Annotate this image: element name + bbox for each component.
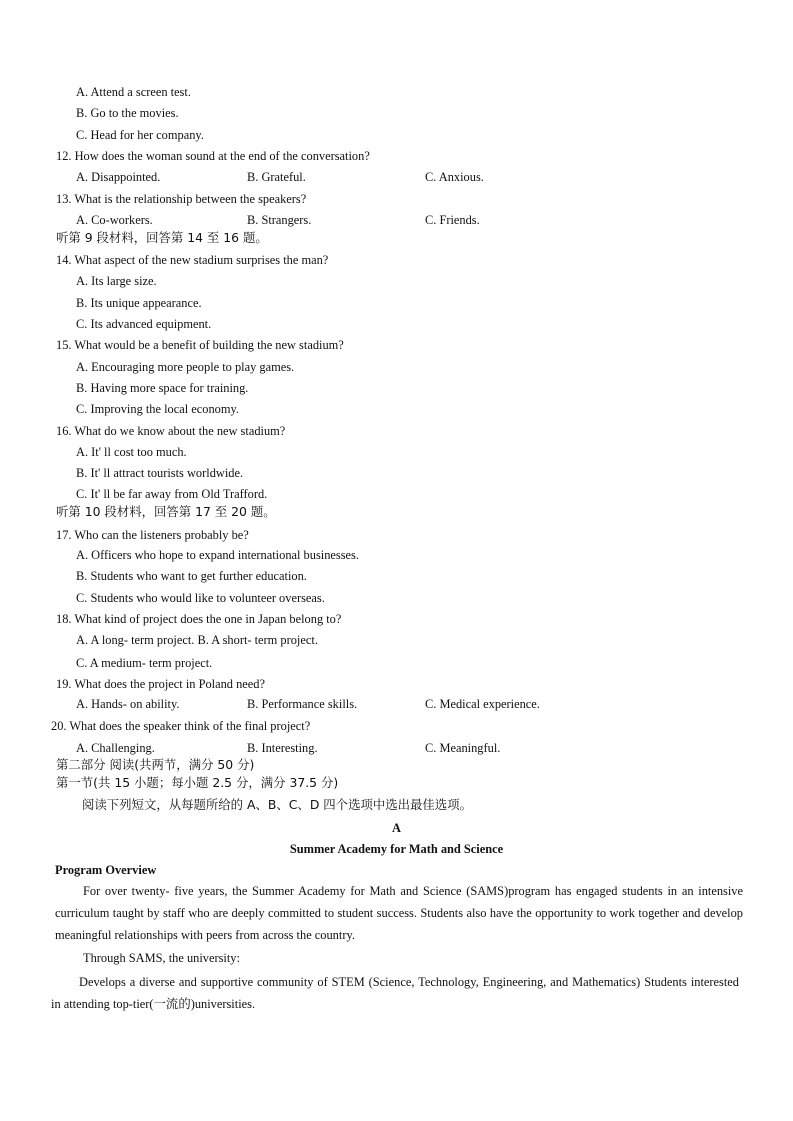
passage-letter: A bbox=[392, 821, 401, 835]
q14-stem: 14. What aspect of the new stadium surprises the man? bbox=[56, 253, 329, 267]
q16-option-c: C. It' ll be far away from Old Trafford. bbox=[76, 487, 268, 501]
q12-option-c: C. Anxious. bbox=[425, 170, 484, 184]
q20-option-c: C. Meaningful. bbox=[425, 741, 501, 755]
q18-options-ab: A. A long- term project. B. A short- term project. bbox=[76, 633, 318, 647]
q18-option-c: C. A medium- term project. bbox=[76, 656, 213, 670]
q18-stem: 18. What kind of project does the one in Japan belong to? bbox=[56, 612, 342, 626]
q14-option-b: B. Its unique appearance. bbox=[76, 296, 202, 310]
passage-paragraph-3: Develops a diverse and supportive community of STEM (Science, Technology, Engineering, and Mathematics) Students interested in attending top-tier(一流的)universities. bbox=[51, 975, 739, 1011]
q13-stem: 13. What is the relationship between the speakers? bbox=[56, 192, 307, 206]
q19-option-a: A. Hands- on ability. bbox=[76, 697, 180, 711]
q12-stem: 12. How does the woman sound at the end of the conversation? bbox=[56, 149, 370, 163]
q14-option-c: C. Its advanced equipment. bbox=[76, 317, 212, 331]
q16-option-a: A. It' ll cost too much. bbox=[76, 445, 187, 459]
reading-instruction: 阅读下列短文，从每题所给的 A、B、C、D 四个选项中选出最佳选项。 bbox=[82, 797, 472, 812]
q11-option-a: A. Attend a screen test. bbox=[76, 85, 191, 99]
q12-option-a: A. Disappointed. bbox=[76, 170, 161, 184]
q15-option-a: A. Encouraging more people to play games. bbox=[76, 360, 295, 374]
q14-option-a: A. Its large size. bbox=[76, 274, 157, 288]
section-10-instruction: 听第 10 段材料，回答第 17 至 20 题。 bbox=[56, 504, 276, 519]
q19-option-b: B. Performance skills. bbox=[247, 697, 358, 711]
q15-option-b: B. Having more space for training. bbox=[76, 381, 249, 395]
q17-stem: 17. Who can the listeners probably be? bbox=[56, 528, 249, 542]
q11-option-b: B. Go to the movies. bbox=[76, 106, 179, 120]
q12-option-b: B. Grateful. bbox=[247, 170, 306, 184]
q19-stem: 19. What does the project in Poland need? bbox=[56, 677, 265, 691]
q17-option-b: B. Students who want to get further education. bbox=[76, 569, 307, 583]
q20-option-b: B. Interesting. bbox=[247, 741, 318, 755]
q11-option-c: C. Head for her company. bbox=[76, 128, 204, 142]
q20-stem: 20. What does the speaker think of the final project? bbox=[51, 719, 311, 733]
q19-option-c: C. Medical experience. bbox=[425, 697, 540, 711]
q15-option-c: C. Improving the local economy. bbox=[76, 402, 239, 416]
passage-subheading: Program Overview bbox=[55, 863, 157, 877]
passage-paragraph-1: For over twenty- five years, the Summer Academy for Math and Science (SAMS)program has engaged students in an intensive curriculum taught by staff who are deeply committed to student success. Students also have the opportunity to work together and develop meaningful relationships with peers from across the country. bbox=[55, 884, 743, 942]
q16-stem: 16. What do we know about the new stadium? bbox=[56, 424, 286, 438]
passage-paragraph-2: Through SAMS, the university: bbox=[83, 951, 240, 965]
q16-option-b: B. It' ll attract tourists worldwide. bbox=[76, 466, 244, 480]
q13-option-b: B. Strangers. bbox=[247, 213, 312, 227]
q13-option-a: A. Co-workers. bbox=[76, 213, 153, 227]
section1-title: 第一节(共 15 小题；每小题 2.5 分，满分 37.5 分) bbox=[56, 775, 339, 790]
passage-title: Summer Academy for Math and Science bbox=[289, 842, 504, 856]
q15-stem: 15. What would be a benefit of building the new stadium? bbox=[56, 338, 344, 352]
q13-option-c: C. Friends. bbox=[425, 213, 480, 227]
q17-option-a: A. Officers who hope to expand international businesses. bbox=[76, 548, 359, 562]
q17-option-c: C. Students who would like to volunteer overseas. bbox=[76, 591, 325, 605]
part2-title: 第二部分 阅读(共两节，满分 50 分) bbox=[56, 757, 255, 772]
q20-option-a: A. Challenging. bbox=[76, 741, 155, 755]
section-9-instruction: 听第 9 段材料，回答第 14 至 16 题。 bbox=[56, 230, 268, 245]
